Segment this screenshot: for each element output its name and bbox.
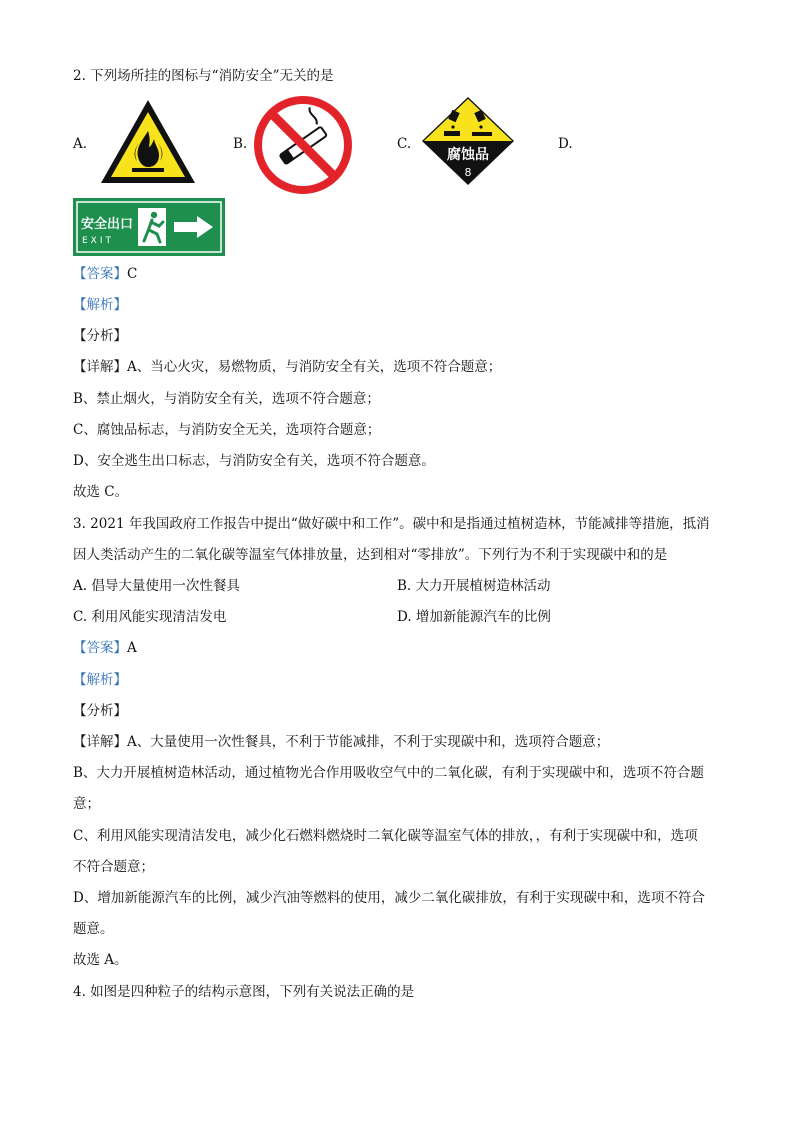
- q4-stem: 4. 如图是四种粒子的结构示意图，下列有关说法正确的是: [73, 984, 415, 1000]
- q3-answer-tag: 【答案】: [73, 640, 127, 656]
- q3-option-a: A. 倡导大量使用一次性餐具: [73, 578, 240, 594]
- q3-detail-a-text: A、大量使用一次性餐具，不利于节能减排，不利于实现碳中和，选项符合题意；: [127, 734, 610, 750]
- q3-option-b: B. 大力开展植树造林活动: [397, 578, 551, 594]
- q2-option-a-label: A.: [73, 136, 88, 152]
- q3-detail-b-line-2: 意；: [73, 796, 100, 812]
- flammable-warning-icon: [98, 97, 198, 187]
- q3-detail-tag: 【详解】: [73, 734, 127, 750]
- q3-detail-c-line-1: C、利用风能实现清洁发电，减少化石燃料燃烧时二氧化碳等温室气体的排放，，有利于实现碳中和，选项: [73, 828, 698, 844]
- q2-option-c-label: C.: [397, 136, 412, 152]
- exit-sign-en: EXIT: [82, 236, 115, 246]
- q3-detail-d-line-1: D、增加新能源汽车的比例，减少汽油等燃料的使用，减少二氧化碳排放，有利于实现碳中和，选项不符合: [73, 890, 705, 906]
- q2-answer-value: C: [127, 266, 138, 282]
- q2-option-b-label: B.: [233, 136, 248, 152]
- no-smoking-icon: [254, 96, 352, 194]
- q3-option-c: C. 利用风能实现清洁发电: [73, 609, 227, 625]
- q3-stem-line-2: 因人类活动产生的二氧化碳等温室气体排放量，达到相对“零排放”。下列行为不利于实现碳中和的是: [73, 547, 668, 563]
- exit-sign-cn: 安全出口: [81, 217, 134, 232]
- q2-option-d-label: D.: [558, 136, 573, 152]
- corrosive-label-number: 8: [464, 166, 472, 179]
- q3-conclusion: 故选 A。: [73, 952, 128, 968]
- q3-detail-d-line-2: 题意。: [73, 921, 114, 937]
- q2-answer-line: [73, 264, 137, 284]
- q3-answer-line: [73, 638, 137, 658]
- corrosive-label-text: 腐蚀品: [447, 147, 489, 163]
- q2-detail-c: C、腐蚀品标志，与消防安全无关，选项符合题意；: [73, 422, 381, 438]
- q2-detail-b: B、禁止烟火，与消防安全有关，选项不符合题意；: [73, 391, 380, 407]
- corrosive-label-icon: [420, 95, 516, 187]
- q2-detail-a-text: A、当心火灾，易燃物质，与消防安全有关，选项不符合题意；: [127, 359, 502, 375]
- q3-stem-line-1: 3. 2021 年我国政府工作报告中提出“做好碳中和工作”。碳中和是指通过植树造林，节能减排等措施，抵消: [73, 516, 710, 532]
- q3-detail-b-line-1: B、大力开展植树造林活动，通过植物光合作用吸收空气中的二氧化碳，有利于实现碳中和，选项不符合题: [73, 765, 704, 781]
- q2-detail-tag: 【详解】: [73, 359, 127, 375]
- q2-conclusion: 故选 C。: [73, 484, 129, 500]
- q2-stem: 2. 下列场所挂的图标与“消防安全”无关的是: [73, 68, 334, 84]
- q3-fenxi-tag: 【分析】: [73, 703, 127, 719]
- q3-option-d: D. 增加新能源汽车的比例: [397, 609, 551, 625]
- q2-fenxi-tag: 【分析】: [73, 328, 127, 344]
- q2-detail-d: D、安全逃生出口标志，与消防安全有关，选项不符合题意。: [73, 453, 435, 469]
- q3-detail-a: [73, 732, 609, 752]
- q2-analysis-tag: 【解析】: [73, 297, 127, 313]
- q3-detail-c-line-2: 不符合题意；: [73, 859, 154, 875]
- q3-answer-value: A: [127, 640, 137, 656]
- q2-answer-tag: 【答案】: [73, 266, 127, 282]
- exit-sign-icon: [73, 198, 225, 256]
- q3-analysis-tag: 【解析】: [73, 672, 127, 688]
- q2-detail-a: [73, 357, 501, 377]
